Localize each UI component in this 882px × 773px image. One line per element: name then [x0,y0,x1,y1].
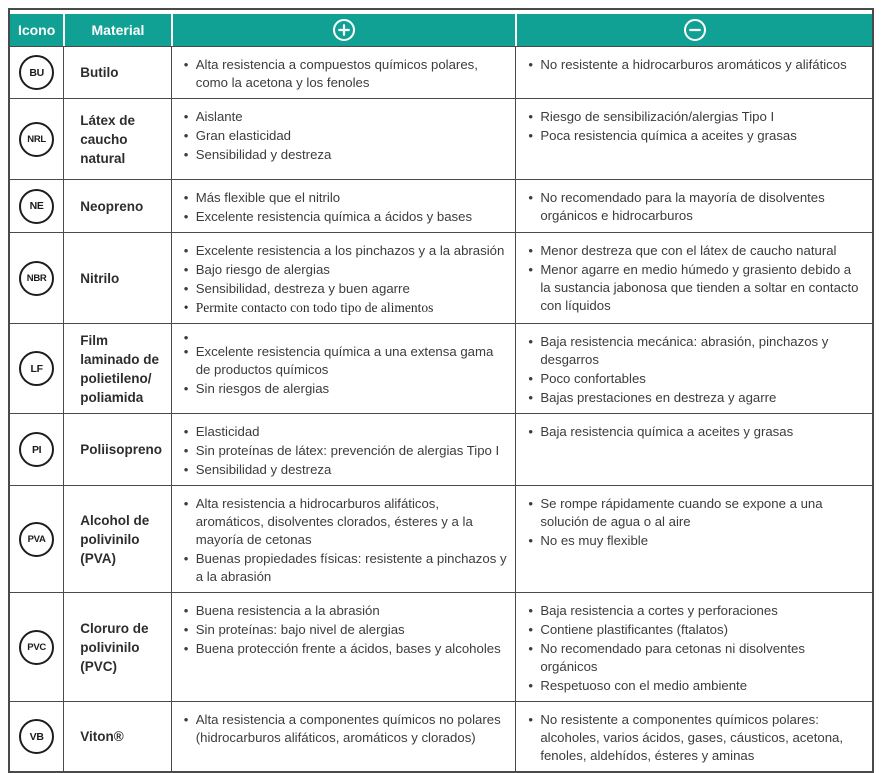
cons-list [527,711,864,765]
pros-list [183,711,508,747]
pros-cell [171,413,516,485]
material-icon: PVC [19,630,54,665]
icon-cell [10,701,63,771]
bullet-item: • Buena protección frente a ácidos, bases y alcoholes [183,640,508,658]
cons-list [527,495,864,550]
material-cell [63,46,170,98]
material-name: Látex de caucho natural [80,112,136,166]
bullet-item: • Permite contacto con todo tipo de alimentos [183,299,508,317]
material-icon: NRL [19,122,54,157]
cons-cell [515,179,872,232]
bullet-item: • Poco confortables [527,370,864,388]
cons-cell [515,323,872,413]
material-icon: NE [19,189,54,224]
bullet-item: • Sensibilidad y destreza [183,146,508,164]
bullet-item: • No recomendado para la mayoría de disolventes orgánicos e hidrocarburos [527,189,864,225]
pros-cell [171,179,516,232]
bullet-item: • Aislante [183,108,508,126]
bullet-item: • Menor agarre en medio húmedo y grasiento debido a la sustancia jabonosa que tienden a soltar en contacto con líquidos [527,261,864,315]
material-cell [63,701,170,771]
pros-list [183,56,508,92]
table-row [10,413,872,485]
pros-cell [171,98,516,179]
minus-circle-icon [683,18,707,42]
material-cell [63,413,170,485]
bullet-item: • Más flexible que el nitrilo [183,189,508,207]
table-row [10,701,872,771]
bullet-item: • Alta resistencia a hidrocarburos alifáticos, aromáticos, disolventes clorados, ésteres y a la mayoría de cetonas [183,495,508,549]
bullet-item: • No recomendado para cetonas ni disolventes orgánicos [527,640,864,676]
material-icon: VB [19,719,54,754]
bullet-item: • Riesgo de sensibilización/alergias Tipo I [527,108,864,126]
bullet-item: • Bajo riesgo de alergias [183,261,508,279]
cons-list [527,189,864,225]
icon-cell [10,323,63,413]
material-cell [63,485,170,592]
bullet-item: • Se rompe rápidamente cuando se expone a una solución de agua o al aire [527,495,864,531]
material-name: Butilo [80,65,119,80]
cons-list [527,108,864,145]
cons-list [527,602,864,695]
bullet-item: • Sensibilidad, destreza y buen agarre [183,280,508,298]
material-cell [63,232,170,323]
table-row [10,485,872,592]
material-name: Poliisopreno [80,442,162,457]
plus-circle-icon [332,18,356,42]
pros-list [183,602,508,658]
cons-cell [515,485,872,592]
bullet-item: • Alta resistencia a componentes químicos no polares (hidrocarburos alifáticos, aromáticos y clorados) [183,711,508,747]
bullet-item: • Excelente resistencia química a una extensa gama de productos químicos [183,343,508,379]
bullet-item: • No resistente a hidrocarburos aromáticos y alifáticos [527,56,864,74]
table-body [10,46,872,771]
material-name: Film laminado de polietileno/ poliamida [80,332,159,405]
cons-cell [515,701,872,771]
table-row [10,98,872,179]
bullet-item: • Bajas prestaciones en destreza y agarre [527,389,864,407]
icon-cell [10,98,63,179]
material-cell [63,179,170,232]
pros-list [183,189,508,226]
bullet-item: • Respetuoso con el medio ambiente [527,677,864,695]
table-row [10,592,872,701]
pros-cell [171,592,516,701]
material-icon: NBR [19,261,54,296]
bullet-item: • Menor destreza que con el látex de caucho natural [527,242,864,260]
cons-list [527,333,864,407]
pros-cell [171,485,516,592]
material-icon: LF [19,351,54,386]
bullet-item: • Gran elasticidad [183,127,508,145]
cons-list [527,56,864,74]
table-row [10,323,872,413]
material-icon: PVA [19,522,54,557]
pros-list [183,423,508,479]
header-material [63,10,170,46]
material-name: Cloruro de polivinilo (PVC) [80,620,149,674]
material-icon: PI [19,432,54,467]
bullet-item: • No resistente a componentes químicos polares: alcoholes, varios ácidos, gases, cáusticos, acetona, fenoles, aldehídos, ésteres y aminas [527,711,864,765]
table-row [10,232,872,323]
materials-table [8,8,874,773]
bullet-item: • Excelente resistencia química a ácidos y bases [183,208,508,226]
pros-list [183,108,508,164]
bullet-item: • Baja resistencia química a aceites y grasas [527,423,864,441]
header-cons [515,10,872,46]
material-icon: BU [19,55,54,90]
bullet-item: • Contiene plastificantes (ftalatos) [527,621,864,639]
cons-cell [515,413,872,485]
cons-cell [515,232,872,323]
table-row [10,46,872,98]
icon-cell [10,592,63,701]
header-row [10,10,872,46]
cons-cell [515,98,872,179]
pros-cell [171,232,516,323]
bullet-item: • Elasticidad [183,423,508,441]
table-row [10,179,872,232]
material-name: Alcohol de polivinilo (PVA) [80,512,150,566]
bullet-item [183,333,508,342]
pros-list [183,242,508,317]
cons-list [527,423,864,441]
bullet-item: • No es muy flexible [527,532,864,550]
bullet-item: • Baja resistencia mecánica: abrasión, pinchazos y desgarros [527,333,864,369]
material-cell [63,323,170,413]
bullet-item: • Sin proteínas de látex: prevención de alergias Tipo I [183,442,508,460]
header-icono-label: Icono [17,22,56,38]
material-name: Viton® [80,729,124,744]
bullet-item: • Buenas propiedades físicas: resistente a pinchazos y a la abrasión [183,550,508,586]
cons-cell [515,46,872,98]
cons-cell [515,592,872,701]
header-icono [10,10,63,46]
bullet-item: • Sin riesgos de alergias [183,380,508,398]
bullet-item: • Alta resistencia a compuestos químicos polares, como la acetona y los fenoles [183,56,508,92]
cons-list [527,242,864,315]
material-cell [63,592,170,701]
material-cell [63,98,170,179]
bullet-item: • Baja resistencia a cortes y perforaciones [527,602,864,620]
pros-list [183,495,508,586]
icon-cell [10,46,63,98]
pros-cell [171,701,516,771]
material-name: Neopreno [80,198,144,214]
bullet-item: • Sensibilidad y destreza [183,461,508,479]
pros-cell [171,323,516,413]
pros-cell [171,46,516,98]
icon-cell [10,232,63,323]
icon-cell [10,179,63,232]
bullet-item: • Buena resistencia a la abrasión [183,602,508,620]
material-name: Nitrilo [80,270,120,286]
bullet-item: • Sin proteínas: bajo nivel de alergias [183,621,508,639]
icon-cell [10,413,63,485]
header-pros [171,10,516,46]
icon-cell [10,485,63,592]
bullet-item: • Poca resistencia química a aceites y grasas [527,127,864,145]
pros-list [183,333,508,398]
header-material-label: Material [91,22,145,38]
bullet-item: • Excelente resistencia a los pinchazos y a la abrasión [183,242,508,260]
